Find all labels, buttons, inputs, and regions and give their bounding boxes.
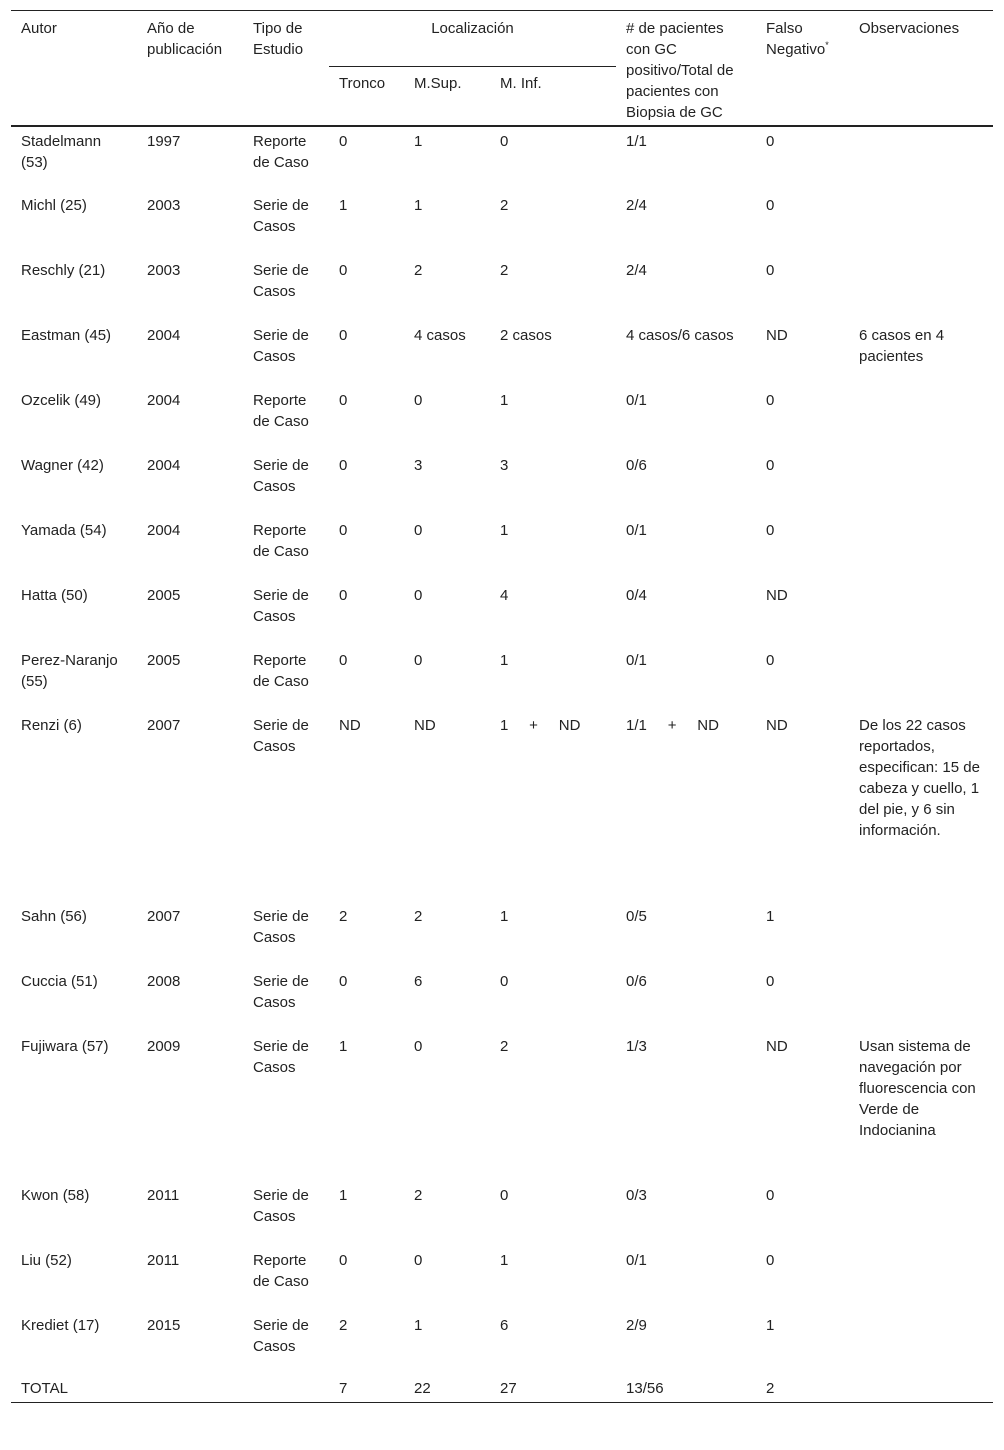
- cell-minf: 1 + ND: [500, 717, 581, 734]
- cell-observaciones: [849, 646, 993, 711]
- cell-tronco: 0: [339, 1252, 348, 1269]
- cell-falso-negativo: 0: [766, 262, 775, 279]
- cell-autor: Sahn (56): [21, 908, 87, 925]
- cell-msup: 2: [414, 1187, 423, 1204]
- cell-msup: 0: [414, 587, 423, 604]
- cell-tipo: Serie de Casos: [253, 1038, 309, 1076]
- cell-gc: 0/6: [626, 457, 647, 474]
- cell-falso-negativo: 0: [766, 652, 775, 669]
- cell-falso-negativo: 0: [766, 392, 775, 409]
- cell-tronco: 0: [339, 522, 348, 539]
- table-row: [11, 711, 993, 902]
- cell-observaciones: [849, 1181, 993, 1246]
- total-tipo: [243, 1376, 329, 1402]
- cell-observaciones: De los 22 casos reportados, especifican: 15 de cabeza y cuello, 1 del pie, y 6 sin información.: [859, 717, 980, 839]
- cell-tipo: Serie de Casos: [253, 1187, 309, 1225]
- cell-tipo: Reporte de Caso: [253, 1252, 309, 1290]
- cell-minf: 4: [500, 587, 509, 604]
- cell-falso-negativo: 0: [766, 197, 775, 214]
- cell-msup: 0: [414, 1252, 423, 1269]
- cell-anio: 2004: [147, 522, 181, 539]
- cell-autor: Cuccia (51): [21, 973, 98, 990]
- cell-msup: 1: [414, 133, 423, 150]
- cell-tronco: 1: [339, 1038, 348, 1055]
- cell-anio: 2009: [147, 1038, 181, 1055]
- studies-table: [11, 10, 993, 1403]
- cell-anio: 1997: [147, 133, 181, 150]
- cell-msup: 2: [414, 262, 423, 279]
- cell-falso-negativo: ND: [766, 1038, 788, 1055]
- cell-gc: 0/1: [626, 392, 647, 409]
- cell-autor: Fujiwara (57): [21, 1038, 109, 1055]
- table-header: [11, 11, 993, 127]
- cell-minf: 1: [500, 652, 509, 669]
- cell-tipo: Serie de Casos: [253, 262, 309, 300]
- cell-observaciones: [849, 126, 993, 191]
- cell-tronco: 0: [339, 327, 348, 344]
- table-row: [11, 191, 993, 256]
- cell-tipo: Reporte de Caso: [253, 652, 309, 690]
- table-row: [11, 1311, 993, 1376]
- table-row: [11, 321, 993, 386]
- cell-gc: 0/5: [626, 908, 647, 925]
- cell-tronco: 1: [339, 197, 348, 214]
- cell-msup: 0: [414, 392, 423, 409]
- cell-msup: 6: [414, 973, 423, 990]
- cell-gc: 2/4: [626, 262, 647, 279]
- cell-msup: 3: [414, 457, 423, 474]
- cell-anio: 2003: [147, 197, 181, 214]
- table-row: [11, 967, 993, 1032]
- total-row: [11, 1376, 993, 1402]
- header-tipo: Tipo de Estudio: [253, 20, 304, 58]
- cell-falso-negativo: 0: [766, 457, 775, 474]
- cell-gc: 0/6: [626, 973, 647, 990]
- total-anio: [137, 1376, 243, 1402]
- cell-anio: 2004: [147, 392, 181, 409]
- cell-msup: 4 casos: [414, 327, 466, 344]
- cell-anio: 2004: [147, 327, 181, 344]
- cell-autor: Yamada (54): [21, 522, 107, 539]
- cell-minf: 1: [500, 1252, 509, 1269]
- table-row: [11, 1246, 993, 1311]
- header-pacientes: # de pacientes con GC positivo/Total de pacientes con Biopsia de GC: [626, 20, 734, 121]
- total-observaciones: [849, 1376, 993, 1402]
- cell-autor: Krediet (17): [21, 1317, 100, 1334]
- cell-tipo: Serie de Casos: [253, 197, 309, 235]
- cell-autor: Stadelmann (53): [21, 133, 102, 171]
- cell-observaciones: [849, 902, 993, 967]
- cell-tipo: Serie de Casos: [253, 717, 309, 755]
- total-minf: 27: [500, 1380, 517, 1397]
- cell-tipo: Reporte de Caso: [253, 522, 309, 560]
- table-row: [11, 256, 993, 321]
- cell-gc: 0/3: [626, 1187, 647, 1204]
- cell-tipo: Serie de Casos: [253, 908, 309, 946]
- cell-anio: 2007: [147, 908, 181, 925]
- cell-falso-negativo: ND: [766, 327, 788, 344]
- cell-minf: 2: [500, 197, 509, 214]
- cell-tipo: Serie de Casos: [253, 327, 309, 365]
- cell-msup: ND: [414, 717, 436, 734]
- footnote-mark: *: [825, 40, 829, 50]
- cell-minf: 0: [500, 133, 509, 150]
- total-gc: 13/56: [626, 1380, 664, 1397]
- cell-msup: 0: [414, 1038, 423, 1055]
- table-row: [11, 451, 993, 516]
- cell-tipo: Serie de Casos: [253, 1317, 309, 1355]
- cell-observaciones: [849, 386, 993, 451]
- table-row: [11, 646, 993, 711]
- cell-tronco: 2: [339, 908, 348, 925]
- cell-falso-negativo: 0: [766, 133, 775, 150]
- table-body: [11, 126, 993, 1402]
- cell-tronco: 1: [339, 1187, 348, 1204]
- cell-autor: Hatta (50): [21, 587, 88, 604]
- table-row: [11, 126, 993, 191]
- cell-gc: 1/1: [626, 133, 647, 150]
- cell-minf: 1: [500, 522, 509, 539]
- cell-anio: 2007: [147, 717, 181, 734]
- cell-falso-negativo: 0: [766, 1187, 775, 1204]
- table-row: [11, 386, 993, 451]
- cell-tronco: 2: [339, 1317, 348, 1334]
- cell-tipo: Reporte de Caso: [253, 133, 309, 171]
- cell-minf: 2 casos: [500, 327, 552, 344]
- cell-msup: 1: [414, 197, 423, 214]
- cell-minf: 2: [500, 262, 509, 279]
- cell-minf: 2: [500, 1038, 509, 1055]
- cell-minf: 0: [500, 1187, 509, 1204]
- cell-gc: 1/1 + ND: [626, 717, 719, 734]
- cell-observaciones: [849, 967, 993, 1032]
- cell-observaciones: Usan sistema de navegación por fluorescencia con Verde de Indocianina: [859, 1038, 976, 1139]
- table-row: [11, 581, 993, 646]
- header-msup: M.Sup.: [404, 66, 490, 126]
- cell-anio: 2003: [147, 262, 181, 279]
- cell-observaciones: [849, 516, 993, 581]
- cell-autor: Ozcelik (49): [21, 392, 102, 409]
- table-row: [11, 902, 993, 967]
- cell-tronco: 0: [339, 262, 348, 279]
- header-localizacion: Localización: [431, 20, 514, 37]
- cell-falso-negativo: ND: [766, 717, 788, 734]
- cell-minf: 1: [500, 908, 509, 925]
- cell-observaciones: [849, 191, 993, 256]
- cell-msup: 1: [414, 1317, 423, 1334]
- cell-falso-negativo: 1: [766, 1317, 775, 1334]
- cell-anio: 2011: [147, 1187, 180, 1204]
- header-minf: M. Inf.: [490, 66, 616, 126]
- cell-autor: Kwon (58): [21, 1187, 90, 1204]
- cell-tronco: 0: [339, 133, 348, 150]
- cell-anio: 2005: [147, 587, 181, 604]
- header-tronco: Tronco: [329, 66, 404, 126]
- cell-gc: 0/1: [626, 1252, 647, 1269]
- cell-tipo: Serie de Casos: [253, 587, 309, 625]
- cell-gc: 2/4: [626, 197, 647, 214]
- header-observaciones: Observaciones: [859, 20, 960, 37]
- cell-tronco: 0: [339, 652, 348, 669]
- cell-gc: 0/1: [626, 522, 647, 539]
- cell-anio: 2005: [147, 652, 181, 669]
- cell-tronco: 0: [339, 392, 348, 409]
- cell-autor: Eastman (45): [21, 327, 112, 344]
- total-falso-negativo: 2: [766, 1380, 775, 1397]
- cell-falso-negativo: 0: [766, 1252, 775, 1269]
- cell-observaciones: [849, 581, 993, 646]
- cell-observaciones: [849, 256, 993, 321]
- cell-falso-negativo: 1: [766, 908, 775, 925]
- cell-anio: 2015: [147, 1317, 181, 1334]
- cell-tronco: 0: [339, 973, 348, 990]
- cell-autor: Liu (52): [21, 1252, 72, 1269]
- cell-autor: Wagner (42): [21, 457, 104, 474]
- cell-minf: 6: [500, 1317, 509, 1334]
- cell-msup: 0: [414, 522, 423, 539]
- cell-tronco: ND: [339, 717, 361, 734]
- header-anio: Año de publicación: [147, 20, 223, 58]
- cell-tipo: Reporte de Caso: [253, 392, 309, 430]
- cell-minf: 1: [500, 392, 509, 409]
- cell-autor: Michl (25): [21, 197, 87, 214]
- cell-gc: 2/9: [626, 1317, 647, 1334]
- cell-msup: 0: [414, 652, 423, 669]
- cell-tronco: 0: [339, 587, 348, 604]
- header-falso-label: Falso Negativo: [766, 20, 826, 58]
- header-falso-negativo: [756, 11, 849, 127]
- table-row: [11, 1181, 993, 1246]
- cell-observaciones: [849, 451, 993, 516]
- cell-autor: Perez-Naranjo (55): [21, 652, 118, 690]
- cell-falso-negativo: 0: [766, 522, 775, 539]
- cell-tipo: Serie de Casos: [253, 973, 309, 1011]
- cell-falso-negativo: 0: [766, 973, 775, 990]
- total-msup: 22: [414, 1380, 431, 1397]
- cell-autor: Reschly (21): [21, 262, 106, 279]
- cell-gc: 0/4: [626, 587, 647, 604]
- cell-gc: 1/3: [626, 1038, 647, 1055]
- cell-minf: 0: [500, 973, 509, 990]
- cell-observaciones: [849, 1246, 993, 1311]
- cell-observaciones: [849, 1311, 993, 1376]
- total-label: TOTAL: [21, 1380, 68, 1397]
- cell-autor: Renzi (6): [21, 717, 82, 734]
- cell-observaciones: 6 casos en 4 pacientes: [859, 327, 945, 365]
- header-autor: Autor: [21, 20, 57, 37]
- cell-tronco: 0: [339, 457, 348, 474]
- cell-gc: 0/1: [626, 652, 647, 669]
- cell-anio: 2008: [147, 973, 181, 990]
- table-row: [11, 516, 993, 581]
- cell-anio: 2011: [147, 1252, 180, 1269]
- total-tronco: 7: [339, 1380, 348, 1397]
- cell-tipo: Serie de Casos: [253, 457, 309, 495]
- table-row: [11, 1032, 993, 1181]
- cell-falso-negativo: ND: [766, 587, 788, 604]
- cell-msup: 2: [414, 908, 423, 925]
- cell-anio: 2004: [147, 457, 181, 474]
- cell-gc: 4 casos/6 casos: [626, 327, 734, 344]
- cell-minf: 3: [500, 457, 509, 474]
